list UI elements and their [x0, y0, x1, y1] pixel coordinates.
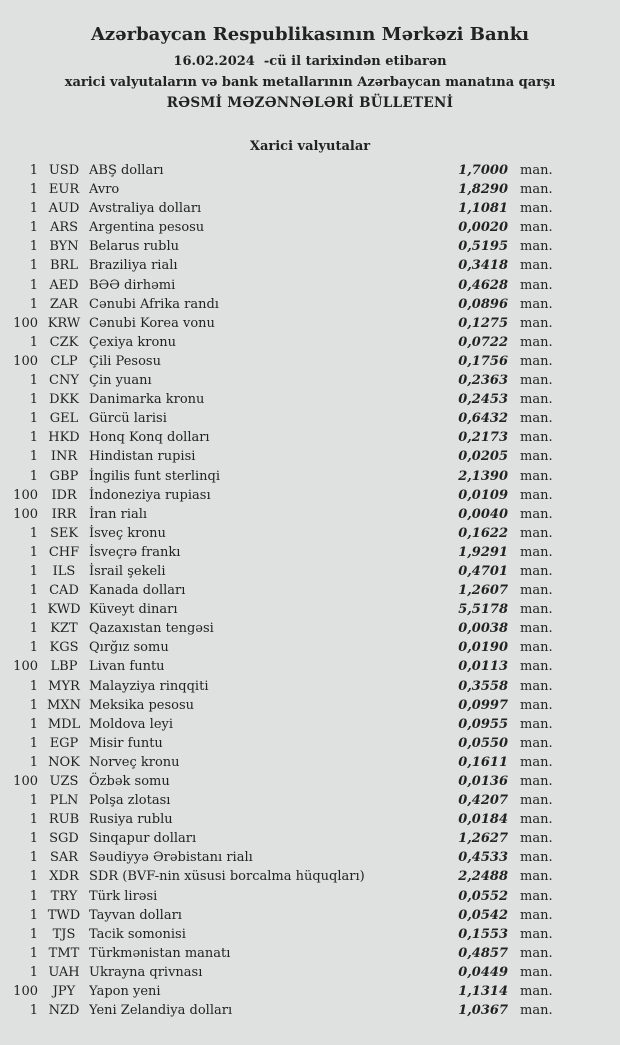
currency-unit-label: man.: [520, 659, 553, 675]
rate-row: [0, 925, 620, 944]
rate-row: [0, 505, 620, 524]
currency-code: CAD: [49, 583, 79, 599]
unit-quantity: 1: [29, 697, 38, 713]
rate-row: [0, 256, 620, 275]
rate-row: [0, 963, 620, 982]
rate-value: 5,5178: [458, 602, 508, 618]
rate-value: 1,9291: [458, 544, 508, 560]
unit-quantity: 1: [29, 793, 38, 809]
rate-value: 0,1611: [458, 754, 508, 770]
currency-name: Ukrayna qrivnası: [89, 964, 203, 980]
currency-code: HKD: [48, 430, 80, 446]
rate-value: 0,4533: [458, 850, 508, 866]
rate-value: 0,4628: [458, 277, 508, 293]
currency-name: Çili Pesosu: [89, 353, 161, 369]
currency-name: Türkmənistan manatı: [89, 945, 231, 961]
currency-code: RUB: [48, 812, 80, 828]
currency-unit-label: man.: [520, 411, 553, 427]
rate-value: 0,1275: [458, 315, 508, 331]
unit-quantity: 100: [13, 774, 38, 789]
unit-quantity: 1: [29, 182, 38, 198]
rate-value: 0,4207: [458, 793, 508, 809]
unit-quantity: 1: [29, 869, 38, 885]
rate-row: [0, 944, 620, 963]
rate-value: 0,2173: [458, 430, 508, 446]
rate-value: 0,0997: [458, 697, 508, 713]
currency-code: JPY: [52, 984, 76, 1000]
rate-value: 0,0040: [458, 506, 508, 522]
unit-quantity: 1: [29, 716, 38, 732]
currency-code: UZS: [49, 774, 79, 789]
rate-row: [0, 734, 620, 753]
currency-unit-label: man.: [520, 754, 553, 770]
currency-unit-label: man.: [520, 392, 553, 408]
unit-quantity: 1: [29, 907, 38, 923]
rate-value: 0,0184: [458, 812, 508, 828]
rate-row: [0, 982, 620, 1001]
unit-quantity: 1: [29, 831, 38, 847]
currency-code: GEL: [49, 411, 79, 427]
rate-row: [0, 562, 620, 581]
rate-row: [0, 638, 620, 657]
currency-name: Livan funtu: [89, 659, 165, 675]
currency-unit-label: man.: [520, 525, 553, 541]
currency-code: KGS: [49, 640, 79, 656]
currency-unit-label: man.: [520, 716, 553, 732]
rate-value: 0,0038: [458, 621, 508, 637]
rate-value: 2,1390: [458, 468, 508, 484]
currency-name: Misir funtu: [89, 735, 163, 751]
currency-name: Qırğız somu: [89, 640, 169, 656]
rate-row: [0, 619, 620, 638]
currency-code: ILS: [52, 563, 76, 579]
rate-row: [0, 543, 620, 562]
unit-quantity: 1: [29, 621, 38, 637]
unit-quantity: 1: [29, 1003, 38, 1019]
currency-code: KWD: [47, 602, 81, 618]
unit-quantity: 1: [29, 392, 38, 408]
bulletin-header: [0, 24, 620, 112]
currency-code: MXN: [47, 697, 81, 713]
rate-value: 0,0542: [458, 907, 508, 923]
currency-code: CZK: [49, 334, 79, 350]
unit-quantity: 100: [13, 315, 38, 331]
rate-value: 0,0449: [458, 964, 508, 980]
currency-code: AUD: [48, 201, 80, 217]
unit-quantity: 1: [29, 525, 38, 541]
unit-quantity: 1: [29, 163, 38, 178]
rate-value: 1,2627: [458, 831, 508, 847]
rate-row: [0, 657, 620, 676]
currency-code: TJS: [52, 926, 76, 942]
currency-unit-label: man.: [520, 277, 553, 293]
rate-value: 0,3558: [458, 678, 508, 694]
rate-row: [0, 753, 620, 772]
rate-row: [0, 906, 620, 925]
currency-code: PLN: [49, 793, 79, 809]
currency-unit-label: man.: [520, 850, 553, 866]
currency-name: Rusiya rublu: [89, 812, 173, 828]
currency-name: İsveç kronu: [89, 525, 166, 541]
currency-code: KRW: [47, 315, 81, 331]
unit-quantity: 1: [29, 201, 38, 217]
currency-unit-label: man.: [520, 201, 553, 217]
currency-name: Cənubi Afrika randı: [89, 296, 219, 312]
currency-name: Çin yuanı: [89, 373, 152, 389]
rate-row: [0, 810, 620, 829]
rate-row: [0, 791, 620, 810]
currency-unit-label: man.: [520, 296, 553, 312]
rate-row: [0, 428, 620, 447]
currency-name: Avro: [89, 182, 120, 198]
currency-unit-label: man.: [520, 373, 553, 389]
unit-quantity: 100: [13, 659, 38, 675]
currency-unit-label: man.: [520, 984, 553, 1000]
exchange-rates-table: [0, 161, 620, 1020]
currency-name: Küveyt dinarı: [89, 602, 178, 618]
currency-name: Braziliya rialı: [89, 258, 178, 274]
currency-unit-label: man.: [520, 334, 553, 350]
unit-quantity: 1: [29, 544, 38, 560]
currency-unit-label: man.: [520, 869, 553, 885]
rate-value: 0,0020: [458, 220, 508, 236]
unit-quantity: 1: [29, 411, 38, 427]
rate-value: 0,0205: [458, 449, 508, 465]
unit-quantity: 1: [29, 735, 38, 751]
currency-unit-label: man.: [520, 487, 553, 503]
currency-name: Səudiyyə Ərəbistanı rialı: [89, 850, 253, 866]
rate-value: 0,0550: [458, 735, 508, 751]
currency-unit-label: man.: [520, 583, 553, 599]
rate-value: 0,5195: [458, 239, 508, 255]
bank-name-title: Azərbaycan Respublikasının Mərkəzi Bankı: [90, 24, 530, 45]
rate-value: 0,6432: [458, 411, 508, 427]
rate-value: 0,0552: [458, 888, 508, 904]
currency-code: EUR: [48, 182, 80, 198]
rate-row: [0, 447, 620, 466]
currency-name: İsrail şekeli: [89, 563, 166, 579]
currency-unit-label: man.: [520, 506, 553, 522]
unit-quantity: 1: [29, 430, 38, 446]
unit-quantity: 1: [29, 602, 38, 618]
currency-name: ABŞ dolları: [89, 163, 164, 178]
currency-unit-label: man.: [520, 678, 553, 694]
unit-quantity: 1: [29, 239, 38, 255]
currency-name: Danimarka kronu: [89, 392, 205, 408]
rate-value: 1,2607: [458, 583, 508, 599]
currency-unit-label: man.: [520, 812, 553, 828]
currency-unit-label: man.: [520, 430, 553, 446]
currency-unit-label: man.: [520, 353, 553, 369]
currency-code: BRL: [50, 258, 78, 274]
currency-unit-label: man.: [520, 220, 553, 236]
currency-code: NZD: [48, 1003, 80, 1019]
rate-value: 1,0367: [458, 1003, 508, 1019]
currency-name: Tacik somonisi: [89, 926, 186, 942]
rate-value: 0,0955: [458, 716, 508, 732]
currency-name: Cənubi Korea vonu: [89, 315, 215, 331]
currency-unit-label: man.: [520, 793, 553, 809]
currency-name: Honq Konq dolları: [89, 430, 210, 446]
currency-code: LBP: [50, 659, 78, 675]
rate-row: [0, 486, 620, 505]
currency-name: Tayvan dolları: [89, 907, 182, 923]
rate-row: [0, 600, 620, 619]
currency-code: EGP: [49, 735, 79, 751]
currency-name: İndoneziya rupiası: [89, 487, 211, 503]
rate-row: [0, 696, 620, 715]
unit-quantity: 1: [29, 277, 38, 293]
currency-unit-label: man.: [520, 258, 553, 274]
currency-code: TWD: [47, 907, 81, 923]
rate-value: 0,4701: [458, 563, 508, 579]
rate-value: 1,7000: [458, 163, 508, 178]
currency-name: Çexiya kronu: [89, 334, 177, 350]
currency-name: Kanada dolları: [89, 583, 186, 599]
currency-unit-label: man.: [520, 735, 553, 751]
currency-name: Norveç kronu: [89, 754, 180, 770]
rate-row: [0, 829, 620, 848]
unit-quantity: 1: [29, 334, 38, 350]
rate-value: 0,0109: [458, 487, 508, 503]
bulletin-subtitle: xarici valyutaların və bank metallarının Azərbaycan manatına qarşı: [64, 75, 556, 90]
unit-quantity: 1: [29, 926, 38, 942]
currency-unit-label: man.: [520, 774, 553, 789]
rate-row: [0, 333, 620, 352]
currency-code: CNY: [49, 373, 79, 389]
unit-quantity: 1: [29, 296, 38, 312]
currency-name: BƏƏ dirhəmi: [89, 277, 176, 293]
currency-unit-label: man.: [520, 697, 553, 713]
unit-quantity: 1: [29, 468, 38, 484]
currency-code: INR: [50, 449, 78, 465]
currency-unit-label: man.: [520, 945, 553, 961]
currency-name: Belarus rublu: [89, 239, 179, 255]
rate-value: 0,0896: [458, 296, 508, 312]
currency-name: Yapon yeni: [89, 984, 161, 1000]
unit-quantity: 1: [29, 640, 38, 656]
rate-value: 0,3418: [458, 258, 508, 274]
unit-quantity: 100: [13, 487, 38, 503]
currency-code: KZT: [50, 621, 78, 637]
unit-quantity: 1: [29, 850, 38, 866]
currency-unit-label: man.: [520, 315, 553, 331]
currency-code: SGD: [49, 831, 79, 847]
rate-row: [0, 180, 620, 199]
currency-name: İsveçrə frankı: [89, 544, 181, 560]
rate-row: [0, 199, 620, 218]
rate-row: [0, 295, 620, 314]
effective-date-line: 16.02.2024 -cü il tarixindən etibarən: [173, 54, 447, 69]
currency-code: BYN: [49, 239, 79, 255]
rate-value: 1,1081: [458, 201, 508, 217]
currency-code: XDR: [49, 869, 79, 885]
currency-name: Malayziya rinqqiti: [89, 678, 209, 694]
currency-code: MYR: [48, 678, 80, 694]
rate-value: 0,4857: [458, 945, 508, 961]
rate-value: 0,0113: [458, 659, 508, 675]
currency-code: ZAR: [49, 296, 79, 312]
currency-name: Qazaxıstan tengəsi: [89, 621, 214, 637]
currency-code: IRR: [51, 506, 77, 522]
currency-code: UAH: [48, 964, 80, 980]
currency-name: Argentina pesosu: [89, 220, 205, 236]
rate-row: [0, 390, 620, 409]
currency-unit-label: man.: [520, 468, 553, 484]
currency-name: İngilis funt sterlinqi: [89, 468, 220, 484]
currency-name: Yeni Zelandiya dolları: [89, 1003, 233, 1019]
unit-quantity: 1: [29, 812, 38, 828]
currency-code: IDR: [51, 487, 77, 503]
currency-name: Meksika pesosu: [89, 697, 195, 713]
rate-value: 0,1553: [458, 926, 508, 942]
rate-row: [0, 276, 620, 295]
rate-row: [0, 715, 620, 734]
unit-quantity: 1: [29, 678, 38, 694]
currency-name: SDR (BVF-nin xüsusi borcalma hüquqları): [89, 869, 365, 885]
unit-quantity: 1: [29, 888, 38, 904]
currency-name: Hindistan rupisi: [89, 449, 196, 465]
unit-quantity: 1: [29, 754, 38, 770]
rate-row: [0, 677, 620, 696]
currency-name: Sinqapur dolları: [89, 831, 197, 847]
currency-code: CLP: [50, 353, 78, 369]
rate-value: 0,0190: [458, 640, 508, 656]
currency-code: CHF: [48, 544, 80, 560]
currency-code: SAR: [49, 850, 79, 866]
currency-unit-label: man.: [520, 449, 553, 465]
currency-code: USD: [48, 163, 80, 178]
bulletin-title: RƏSMİ MƏZƏNNƏLƏRİ BÜLLETENİ: [166, 95, 454, 111]
currency-unit-label: man.: [520, 621, 553, 637]
rate-value: 0,2453: [458, 392, 508, 408]
currency-unit-label: man.: [520, 239, 553, 255]
currency-code: AED: [49, 277, 79, 293]
currency-name: Polşa zlotası: [89, 793, 171, 809]
currency-name: Moldova leyi: [89, 716, 174, 732]
unit-quantity: 1: [29, 220, 38, 236]
currency-unit-label: man.: [520, 907, 553, 923]
currency-unit-label: man.: [520, 544, 553, 560]
rate-row: [0, 848, 620, 867]
rate-value: 0,2363: [458, 373, 508, 389]
currency-unit-label: man.: [520, 888, 553, 904]
currency-name: Özbək somu: [89, 774, 170, 789]
rate-row: [0, 371, 620, 390]
currency-name: Gürcü larisi: [89, 411, 167, 427]
currency-unit-label: man.: [520, 926, 553, 942]
currency-code: TRY: [50, 888, 78, 904]
rate-row: [0, 409, 620, 428]
rate-row: [0, 314, 620, 333]
unit-quantity: 1: [29, 563, 38, 579]
rate-row: [0, 237, 620, 256]
rate-value: 2,2488: [458, 869, 508, 885]
rate-value: 0,0722: [458, 334, 508, 350]
rate-value: 0,1622: [458, 525, 508, 541]
rate-row: [0, 161, 620, 180]
currency-unit-label: man.: [520, 182, 553, 198]
currency-unit-label: man.: [520, 1003, 553, 1019]
currency-code: DKK: [49, 392, 79, 408]
currency-unit-label: man.: [520, 602, 553, 618]
currency-code: NOK: [48, 754, 80, 770]
rate-row: [0, 867, 620, 886]
rate-value: 1,1314: [458, 984, 508, 1000]
currency-name: Türk lirəsi: [89, 888, 158, 904]
rate-row: [0, 467, 620, 486]
currency-name: İran rialı: [89, 506, 148, 522]
unit-quantity: 1: [29, 258, 38, 274]
currency-code: TMT: [48, 945, 80, 961]
unit-quantity: 1: [29, 964, 38, 980]
rate-row: [0, 218, 620, 237]
rate-row: [0, 887, 620, 906]
currency-unit-label: man.: [520, 831, 553, 847]
section-title-foreign-currencies: Xarici valyutalar: [249, 139, 371, 154]
unit-quantity: 100: [13, 506, 38, 522]
rate-row: [0, 352, 620, 371]
currency-unit-label: man.: [520, 163, 553, 178]
rate-row: [0, 772, 620, 791]
unit-quantity: 1: [29, 945, 38, 961]
rate-value: 0,0136: [458, 774, 508, 789]
rate-value: 1,8290: [458, 182, 508, 198]
rate-row: [0, 581, 620, 600]
rate-row: [0, 524, 620, 543]
currency-unit-label: man.: [520, 563, 553, 579]
unit-quantity: 1: [29, 373, 38, 389]
currency-code: ARS: [49, 220, 79, 236]
unit-quantity: 100: [13, 353, 38, 369]
currency-unit-label: man.: [520, 964, 553, 980]
rate-row: [0, 1001, 620, 1020]
unit-quantity: 100: [13, 984, 38, 1000]
unit-quantity: 1: [29, 583, 38, 599]
currency-code: SEK: [49, 525, 79, 541]
unit-quantity: 1: [29, 449, 38, 465]
currency-code: GBP: [49, 468, 79, 484]
currency-name: Avstraliya dolları: [89, 201, 202, 217]
currency-unit-label: man.: [520, 640, 553, 656]
rate-value: 0,1756: [458, 353, 508, 369]
currency-code: MDL: [47, 716, 81, 732]
